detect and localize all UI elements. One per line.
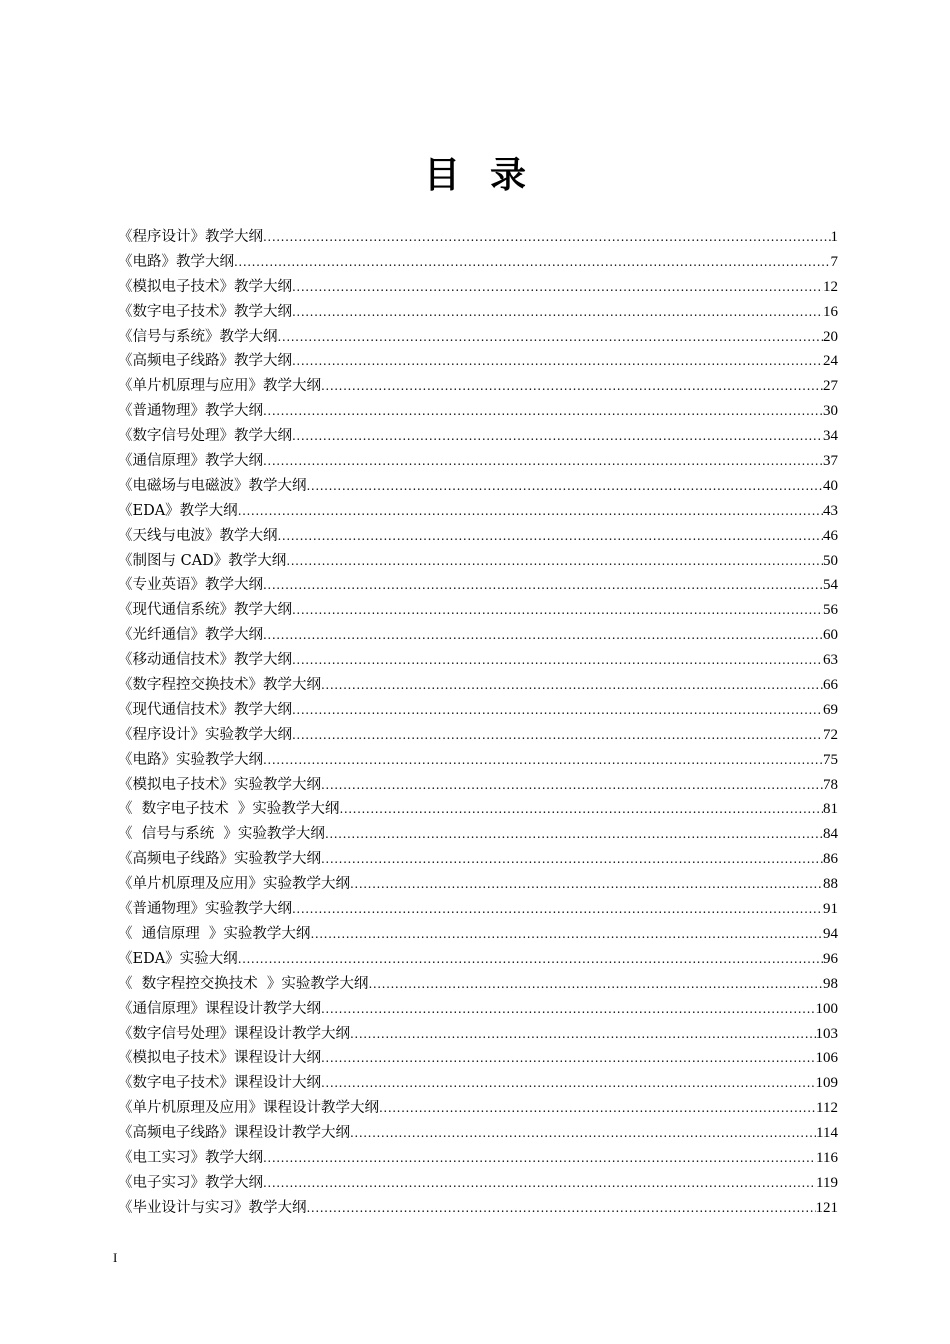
toc-dot-leader xyxy=(339,797,823,822)
toc-entry-title: 《高频电子线路》教学大纲 xyxy=(118,353,292,370)
toc-entry[interactable] xyxy=(118,1022,838,1047)
toc-entry-title: 《数字信号处理》课程设计教学大纲 xyxy=(118,1025,350,1042)
toc-entry[interactable] xyxy=(118,374,838,399)
toc-entry-title: 《现代通信系统》教学大纲 xyxy=(118,602,292,619)
toc-entry[interactable] xyxy=(118,449,838,474)
toc-entry-title: 《天线与电波》教学大纲 xyxy=(118,527,278,544)
toc-entry-title: 《 数字电子技术 》实验教学大纲 xyxy=(118,801,340,818)
toc-entry[interactable] xyxy=(118,275,838,300)
toc-dot-leader xyxy=(238,499,823,524)
toc-entry-title: 《制图与 CAD》教学大纲 xyxy=(118,552,287,569)
toc-entry-page: 20 xyxy=(823,328,838,345)
toc-entry[interactable] xyxy=(118,1071,838,1096)
toc-dot-leader xyxy=(350,1022,816,1047)
toc-entry-page: 100 xyxy=(815,1000,838,1017)
toc-entry[interactable] xyxy=(118,847,838,872)
toc-dot-leader xyxy=(263,399,823,424)
toc-entry-page: 119 xyxy=(816,1174,838,1191)
toc-entry[interactable] xyxy=(118,424,838,449)
toc-entry[interactable] xyxy=(118,872,838,897)
toc-entry-title: 《电磁场与电磁波》教学大纲 xyxy=(118,477,307,494)
toc-entry[interactable] xyxy=(118,648,838,673)
toc-entry-title: 《数字电子技术》课程设计大纲 xyxy=(118,1075,321,1092)
table-of-contents xyxy=(118,225,838,1221)
toc-dot-leader xyxy=(321,1046,816,1071)
toc-dot-leader xyxy=(263,1146,816,1171)
toc-entry-title: 《高频电子线路》实验教学大纲 xyxy=(118,851,321,868)
toc-entry[interactable] xyxy=(118,1196,838,1221)
toc-entry[interactable] xyxy=(118,922,838,947)
toc-entry[interactable] xyxy=(118,623,838,648)
toc-entry-page: 106 xyxy=(815,1050,838,1067)
toc-entry[interactable] xyxy=(118,673,838,698)
toc-entry-page: 103 xyxy=(815,1025,838,1042)
toc-entry[interactable] xyxy=(118,349,838,374)
toc-entry-page: 46 xyxy=(823,527,838,544)
toc-entry-page: 86 xyxy=(823,851,838,868)
toc-dot-leader xyxy=(379,1096,816,1121)
toc-entry[interactable] xyxy=(118,598,838,623)
toc-dot-leader xyxy=(307,1196,816,1221)
toc-dot-leader xyxy=(292,648,823,673)
toc-dot-leader xyxy=(307,474,824,499)
toc-entry-title: 《毕业设计与实习》教学大纲 xyxy=(118,1199,307,1216)
toc-entry-page: 116 xyxy=(816,1149,838,1166)
toc-entry-page: 54 xyxy=(823,577,838,594)
toc-entry-title: 《现代通信技术》教学大纲 xyxy=(118,701,292,718)
toc-entry-title: 《通信原理》教学大纲 xyxy=(118,453,263,470)
toc-entry[interactable] xyxy=(118,325,838,350)
toc-dot-leader xyxy=(292,698,823,723)
toc-entry-page: 12 xyxy=(823,278,838,295)
toc-entry-title: 《普通物理》教学大纲 xyxy=(118,403,263,420)
toc-entry-title: 《电工实习》教学大纲 xyxy=(118,1149,263,1166)
toc-entry[interactable] xyxy=(118,1146,838,1171)
toc-entry[interactable] xyxy=(118,972,838,997)
toc-entry[interactable] xyxy=(118,499,838,524)
toc-entry-title: 《数字信号处理》教学大纲 xyxy=(118,428,292,445)
toc-entry-title: 《高频电子线路》课程设计教学大纲 xyxy=(118,1125,350,1142)
toc-entry[interactable] xyxy=(118,1046,838,1071)
toc-entry-title: 《EDA》教学大纲 xyxy=(118,502,238,519)
toc-entry[interactable] xyxy=(118,250,838,275)
toc-entry-page: 96 xyxy=(823,950,838,967)
toc-entry-title: 《数字程控交换技术》教学大纲 xyxy=(118,677,321,694)
page-title: 目录 xyxy=(423,155,556,197)
toc-dot-leader xyxy=(350,1121,816,1146)
toc-entry-title: 《模拟电子技术》教学大纲 xyxy=(118,278,292,295)
toc-entry-title: 《EDA》实验大纲 xyxy=(118,950,238,967)
toc-entry-page: 75 xyxy=(823,751,838,768)
toc-entry-page: 91 xyxy=(823,901,838,918)
toc-entry-page: 56 xyxy=(823,602,838,619)
toc-entry-page: 114 xyxy=(816,1125,838,1142)
toc-dot-leader xyxy=(263,623,823,648)
toc-entry-title: 《单片机原理及应用》实验教学大纲 xyxy=(118,876,350,893)
toc-dot-leader xyxy=(278,524,824,549)
toc-dot-leader xyxy=(286,549,823,574)
toc-entry[interactable] xyxy=(118,300,838,325)
toc-dot-leader xyxy=(263,573,823,598)
toc-entry-title: 《光纤通信》教学大纲 xyxy=(118,627,263,644)
toc-entry-title: 《信号与系统》教学大纲 xyxy=(118,328,278,345)
toc-dot-leader xyxy=(263,1171,816,1196)
toc-entry-title: 《普通物理》实验教学大纲 xyxy=(118,901,292,918)
toc-entry-page: 72 xyxy=(823,726,838,743)
toc-dot-leader xyxy=(321,997,816,1022)
toc-entry-page: 43 xyxy=(823,502,838,519)
toc-entry-title: 《单片机原理与应用》教学大纲 xyxy=(118,378,321,395)
toc-dot-leader xyxy=(263,449,823,474)
toc-entry-title: 《程序设计》教学大纲 xyxy=(118,229,263,245)
toc-entry-page: 40 xyxy=(823,477,838,494)
toc-dot-leader xyxy=(350,872,823,897)
toc-entry-title: 《 通信原理 》实验教学大纲 xyxy=(118,925,311,942)
toc-entry[interactable] xyxy=(118,1171,838,1196)
toc-entry[interactable] xyxy=(118,822,838,847)
toc-dot-leader xyxy=(234,250,831,275)
toc-entry[interactable] xyxy=(118,997,838,1022)
toc-entry-page: 30 xyxy=(823,403,838,420)
toc-entry-title: 《数字电子技术》教学大纲 xyxy=(118,303,292,320)
toc-entry-title: 《电子实习》教学大纲 xyxy=(118,1174,263,1191)
toc-entry-title: 《程序设计》实验教学大纲 xyxy=(118,726,292,743)
toc-entry-page: 88 xyxy=(823,876,838,893)
toc-entry-page: 27 xyxy=(823,378,838,395)
toc-entry-page: 98 xyxy=(823,975,838,992)
toc-dot-leader xyxy=(238,947,823,972)
toc-dot-leader xyxy=(321,374,823,399)
toc-entry-title: 《 信号与系统 》实验教学大纲 xyxy=(118,826,325,843)
toc-dot-leader xyxy=(310,922,823,947)
toc-entry-page: 121 xyxy=(815,1199,838,1216)
toc-entry-page: 63 xyxy=(823,652,838,669)
toc-dot-leader xyxy=(292,424,823,449)
toc-dot-leader xyxy=(292,723,823,748)
toc-entry[interactable] xyxy=(118,897,838,922)
toc-entry-page: 69 xyxy=(823,701,838,718)
toc-entry-page: 66 xyxy=(823,677,838,694)
toc-entry-page: 16 xyxy=(823,303,838,320)
toc-dot-leader xyxy=(292,598,823,623)
toc-entry-title: 《 数字程控交换技术 》实验教学大纲 xyxy=(118,975,369,992)
page-number: I xyxy=(113,1250,118,1265)
toc-dot-leader xyxy=(368,972,823,997)
toc-entry-page: 37 xyxy=(823,453,838,470)
toc-entry[interactable] xyxy=(118,524,838,549)
toc-dot-leader xyxy=(325,822,823,847)
toc-dot-leader xyxy=(263,748,823,773)
toc-entry[interactable] xyxy=(118,698,838,723)
toc-entry-title: 《模拟电子技术》实验教学大纲 xyxy=(118,776,321,793)
toc-entry-title: 《单片机原理及应用》课程设计教学大纲 xyxy=(118,1100,379,1117)
toc-dot-leader xyxy=(292,275,823,300)
toc-entry-page: 34 xyxy=(823,428,838,445)
toc-entry-page: 50 xyxy=(823,552,838,569)
toc-entry-page: 7 xyxy=(830,253,838,270)
toc-entry-page: 109 xyxy=(815,1075,838,1092)
toc-entry-title: 《专业英语》教学大纲 xyxy=(118,577,263,594)
toc-entry-page: 1 xyxy=(830,229,838,245)
toc-dot-leader xyxy=(263,225,831,250)
toc-dot-leader xyxy=(292,300,823,325)
toc-entry-page: 24 xyxy=(823,353,838,370)
toc-entry[interactable] xyxy=(118,797,838,822)
toc-entry-title: 《电路》教学大纲 xyxy=(118,253,234,270)
toc-dot-leader xyxy=(292,897,823,922)
toc-entry[interactable] xyxy=(118,225,838,250)
toc-entry-page: 94 xyxy=(823,925,838,942)
toc-dot-leader xyxy=(321,673,823,698)
toc-dot-leader xyxy=(321,773,823,798)
toc-dot-leader xyxy=(278,325,824,350)
toc-entry-title: 《移动通信技术》教学大纲 xyxy=(118,652,292,669)
toc-entry-page: 112 xyxy=(816,1100,838,1117)
toc-entry[interactable] xyxy=(118,723,838,748)
toc-entry[interactable] xyxy=(118,549,838,574)
toc-entry-title: 《模拟电子技术》课程设计大纲 xyxy=(118,1050,321,1067)
toc-entry[interactable] xyxy=(118,573,838,598)
toc-dot-leader xyxy=(321,1071,816,1096)
toc-dot-leader xyxy=(292,349,823,374)
toc-entry-page: 78 xyxy=(823,776,838,793)
toc-entry[interactable] xyxy=(118,773,838,798)
toc-entry[interactable] xyxy=(118,474,838,499)
toc-entry-title: 《通信原理》课程设计教学大纲 xyxy=(118,1000,321,1017)
toc-entry[interactable] xyxy=(118,1096,838,1121)
toc-entry-page: 60 xyxy=(823,627,838,644)
toc-entry-page: 81 xyxy=(823,801,838,818)
toc-entry-title: 《电路》实验教学大纲 xyxy=(118,751,263,768)
toc-dot-leader xyxy=(321,847,823,872)
toc-entry[interactable] xyxy=(118,947,838,972)
toc-entry[interactable] xyxy=(118,399,838,424)
toc-entry-page: 84 xyxy=(823,826,838,843)
toc-entry[interactable] xyxy=(118,1121,838,1146)
toc-entry[interactable] xyxy=(118,748,838,773)
